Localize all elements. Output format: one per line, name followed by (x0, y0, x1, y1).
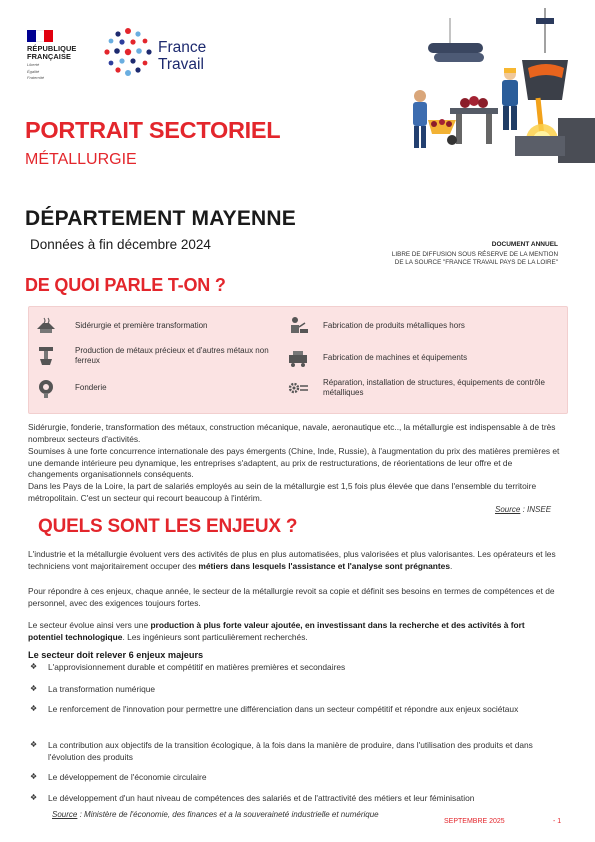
page-subtitle: MÉTALLURGIE (25, 151, 137, 168)
source-insee (495, 505, 551, 514)
section-heading-definition: DE QUOI PARLE T-ON ? (25, 275, 226, 295)
list-item (30, 684, 562, 696)
challenges-value-text-c: . Les ingénieurs sont particulièrement recherchés. (122, 631, 308, 642)
category-label: Réparation, installation de structures, équipements de contrôle métalliques (323, 378, 545, 397)
list-item (30, 740, 562, 763)
machine-icon (287, 347, 309, 369)
foundry-workers-illustration (390, 8, 595, 163)
ft-name-line-2: Travail (158, 56, 204, 73)
category-label: Production de métaux précieux et d'autres métaux non ferreux (75, 346, 269, 365)
rf-motto-fraternite: Fraternité (27, 75, 45, 81)
challenges-value-text-a: Le secteur évolue ainsi vers une (28, 620, 151, 630)
republique-francaise-logo (27, 30, 89, 81)
flag-blue (27, 30, 36, 42)
flag-red (44, 30, 53, 42)
challenge-text: L'approvisionnement durable et compétitif en matières premières et secondaires (48, 662, 346, 672)
category-label: Fabrication de produits métalliques hors (323, 321, 465, 330)
distribution-note-line-1: LIBRE DE DIFFUSION SOUS RÉSERVE DE LA MENTION (391, 251, 558, 258)
category-label: Fabrication de machines et équipements (323, 353, 468, 362)
source-text: : Ministère de l'économie, des finances et a la souveraineté industrielle et numérique (77, 810, 379, 819)
france-travail-dots-icon (102, 26, 154, 78)
data-date: Données à fin décembre 2024 (30, 237, 211, 252)
challenges-needs: Pour répondre à ces enjeux, chaque année, le secteur de la métallurgie revoit sa copie et définit ses besoins en termes de compétences et de personnel, avec des exigences toujours fortes. (28, 586, 555, 608)
list-item (30, 772, 562, 784)
rf-name-line-1: RÉPUBLIQUE (27, 44, 77, 53)
rf-name-line-2: FRANÇAISE (27, 52, 72, 61)
gear-tools-icon (287, 377, 309, 399)
list-item (30, 704, 562, 716)
department-heading: DÉPARTEMENT MAYENNE (25, 207, 296, 230)
document-type: DOCUMENT ANNUEL (491, 241, 558, 248)
distribution-note-line-2: DE LA SOURCE "FRANCE TRAVAIL PAYS DE LA LOIRE" (394, 259, 558, 267)
challenge-text: Le renforcement de l'innovation pour permettre une différenciation dans un secteur compétitif et répondre aux enjeux sociétaux (48, 704, 519, 714)
challenges-subheading: Le secteur doit relever 6 enjeux majeurs (28, 650, 204, 660)
footer-date: SEPTEMBRE 2025 (444, 818, 505, 825)
category-item (287, 347, 563, 369)
category-label: Sidérurgie et première transformation (75, 321, 208, 330)
category-item (35, 377, 285, 399)
challenges-intro (28, 549, 560, 572)
ft-name-line-1: France (158, 39, 207, 56)
source-text: : INSEE (520, 505, 552, 514)
challenge-text: Le développement de l'économie circulaire (48, 772, 207, 782)
categories-box (28, 306, 568, 414)
diamond-bullet-icon: ❖ (30, 740, 38, 749)
category-item (287, 377, 563, 399)
source-ministere (52, 810, 379, 819)
category-item (287, 315, 563, 337)
foundry-icon (35, 377, 57, 399)
diamond-bullet-icon: ❖ (30, 662, 38, 671)
diamond-bullet-icon: ❖ (30, 704, 38, 713)
metal-worker-icon (287, 315, 309, 337)
diamond-bullet-icon: ❖ (30, 793, 38, 802)
list-item (30, 793, 562, 805)
category-item (35, 345, 285, 367)
page-title: PORTRAIT SECTORIEL (25, 117, 281, 143)
diamond-bullet-icon: ❖ (30, 684, 38, 693)
france-travail-logo (102, 26, 227, 81)
list-item (30, 662, 562, 674)
challenge-text: La transformation numérique (48, 684, 156, 694)
challenges-value (28, 620, 560, 643)
page-number: - 1 (553, 818, 562, 825)
sector-description-2: Soumises à une forte concurrence internationale des pays émergents (Chine, Inde, Russie), à l'augmentation du prix des matières premières et une demande intérieure peu dynamique, les entreprises s'adaptent, au prix de restructurations, de réorientations de leur offre et de changements organisationnels conséquents. (28, 446, 560, 480)
challenge-text: Le développement d'un haut niveau de compétences des salariés et de l'attractivité des métiers et leur féminisation (48, 793, 475, 803)
diamond-bullet-icon: ❖ (30, 772, 38, 781)
flag-white (36, 30, 45, 42)
french-flag-icon (27, 30, 53, 42)
challenges-value-bold: production à plus forte valeur ajoutée, en investissant dans la recherche et des activités à fort potentiel technologique (28, 620, 525, 642)
rf-motto-egalite: Égalité (27, 68, 40, 74)
category-label: Fonderie (75, 383, 107, 392)
challenges-intro-bold: métiers dans lesquels l'assistance et l'analyse sont prégnantes (198, 560, 450, 571)
challenges-intro-text-c: . (450, 560, 453, 571)
sector-description-1: Sidérurgie, fonderie, transformation des métaux, construction mécanique, navale, aeronautique etc.., la métallurgie est indispensable à de très nombreux secteurs d'activités. (28, 422, 556, 444)
sector-description-3: Dans les Pays de la Loire, la part de salariés employés au sein de la métallurgie est 1,5 fois plus élevée que dans l'ensemble du territoire métropolitain. C'est un secteur qui recourt beaucoup à l'intérim. (28, 481, 537, 503)
ingot-press-icon (35, 345, 57, 367)
furnace-icon (35, 315, 57, 337)
section-heading-challenges: QUELS SONT LES ENJEUX ? (38, 516, 298, 537)
challenges-intro-text-a: L'industrie et la métallurgie évoluent vers des activités de plus en plus automatisées, plus valorisées et plus valorisantes. Les opérateurs et les techniciens vont majoritairement occuper des (28, 549, 556, 571)
category-item (35, 315, 285, 337)
france-travail-name (158, 39, 206, 73)
source-label: Source (52, 810, 78, 819)
rf-motto-liberte: Liberté (27, 62, 40, 67)
distribution-note (328, 251, 558, 268)
source-label: Source (495, 505, 521, 514)
challenge-text: La contribution aux objectifs de la transition écologique, à la fois dans la manière de produire, dans l'utilisation des produits et dans l'évolution des produits (48, 740, 533, 762)
